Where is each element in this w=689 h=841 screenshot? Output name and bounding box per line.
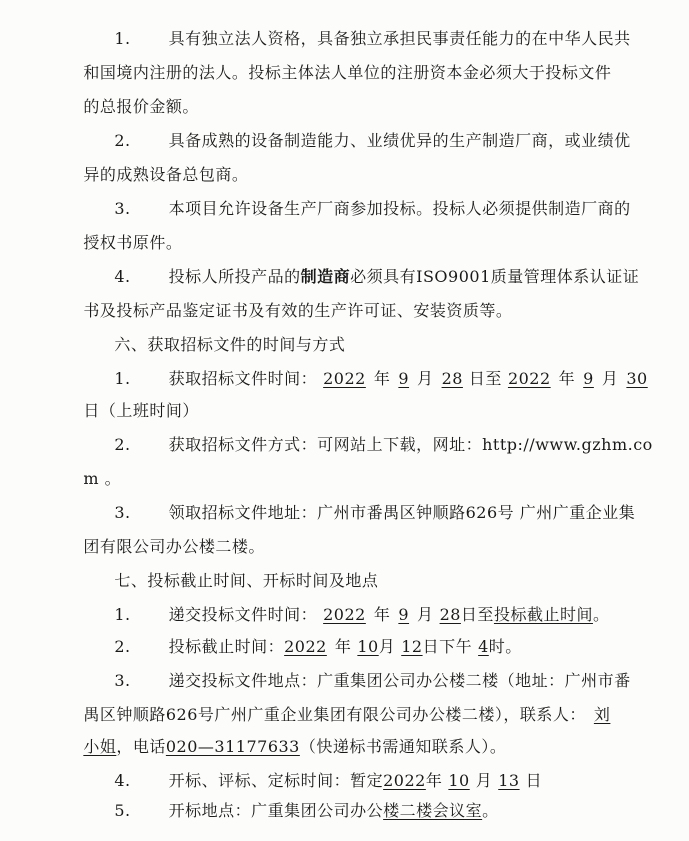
- text-span: 递交投标文件时间：: [168, 605, 318, 624]
- text-span: 月: [601, 369, 619, 388]
- date-day: 28: [441, 369, 463, 388]
- text-span: 日至: [460, 605, 494, 624]
- text-line: [92, 751, 543, 790]
- list-number: 3.: [114, 503, 131, 522]
- date-month: 9: [398, 369, 410, 388]
- text-span: 必须具有ISO9001质量管理体系认证证: [350, 267, 640, 286]
- meeting-room: 楼二楼会议室: [383, 801, 483, 820]
- date-day: 28: [439, 605, 461, 624]
- text-span: 。: [482, 801, 499, 820]
- text-span: m 。: [83, 469, 122, 488]
- text-span: 年: [334, 637, 352, 656]
- text-span: 获取招标文件方式：可网站上下载，网址：http://www.gzhm.co: [168, 435, 653, 454]
- text-span: 年: [425, 771, 443, 790]
- text-span: 投标截止时间：: [168, 637, 285, 656]
- text-line: [92, 247, 640, 286]
- text-span: 年: [558, 369, 576, 388]
- list-number: 4.: [114, 771, 131, 790]
- date-year: 2022: [323, 369, 366, 388]
- contact-name: 刘: [593, 705, 611, 724]
- text-line: [61, 43, 612, 82]
- text-line: [92, 349, 648, 388]
- text-span: 本项目允许设备生产厂商参加投标。投标人必须提供制造厂商的: [168, 199, 631, 218]
- text-span: 月: [417, 369, 434, 388]
- date-day: 13: [498, 771, 520, 790]
- text-span: 和国境内注册的法人。投标主体法人单位的注册资本金必须大于投标文件: [83, 63, 612, 82]
- list-number: 2.: [114, 637, 131, 656]
- date-year: 2022: [383, 771, 426, 790]
- text-span: 禺区钟顺路626号广州广重企业集团有限公司办公楼二楼），联系人：: [83, 705, 586, 724]
- list-number: 4.: [114, 267, 131, 286]
- list-number: 3.: [114, 199, 131, 218]
- date-month: 10: [448, 771, 470, 790]
- text-line: [92, 585, 610, 624]
- list-number: 2.: [114, 131, 131, 150]
- date-year: 2022: [323, 605, 366, 624]
- time-hour: 4: [478, 637, 489, 656]
- text-span: 年: [373, 605, 391, 624]
- text-line: [92, 617, 522, 656]
- text-span: 。: [592, 605, 610, 624]
- list-number: 5.: [114, 801, 131, 820]
- section-title: 七、投标截止时间、开标时间及地点: [114, 571, 379, 590]
- text-line: [61, 717, 507, 756]
- text-span: 日: [525, 771, 543, 790]
- date-month: 9: [583, 369, 594, 388]
- text-span: 月: [417, 605, 434, 624]
- date-month: 10: [357, 637, 379, 656]
- text-line: [61, 685, 611, 724]
- text-span: 日至: [468, 369, 502, 388]
- text-line: [92, 179, 631, 218]
- text-line: [92, 651, 631, 690]
- text-span: （快递标书需通知联系人）。: [299, 737, 507, 756]
- date-month: 9: [398, 605, 410, 624]
- text-line: [61, 213, 183, 252]
- text-span: 异的成熟设备总包商。: [83, 165, 249, 184]
- text-span: 团有限公司办公楼二楼。: [83, 537, 265, 556]
- text-line: [92, 781, 499, 820]
- text-span: 日（上班时间）: [83, 401, 199, 420]
- list-number: 1.: [114, 369, 131, 388]
- text-span: 开标、评标、定标时间：暂定: [168, 771, 384, 790]
- text-line: [92, 111, 631, 150]
- text-line: [61, 281, 513, 320]
- contact-phone: 020—31177633: [165, 737, 300, 756]
- text-span: 投标人所投产品的: [168, 267, 301, 286]
- text-span: 月: [475, 771, 493, 790]
- text-span: 领取招标文件地址：广州市番禺区钟顺路626号 广州广重企业集: [168, 503, 636, 522]
- text-line: [61, 517, 265, 556]
- list-number: 1.: [114, 605, 131, 624]
- section-heading: [92, 551, 379, 590]
- text-span: ，电话: [116, 737, 166, 756]
- text-line: [92, 9, 631, 48]
- contact-name: 小姐: [83, 737, 117, 756]
- list-number: 1.: [114, 29, 131, 48]
- manufacturer-bold: 制造商: [300, 267, 351, 286]
- deadline-link-text: 投标截止时间: [493, 605, 593, 624]
- list-number: 3.: [114, 671, 131, 690]
- text-span: 获取招标文件时间：: [168, 369, 318, 388]
- text-line: [61, 77, 199, 116]
- text-span: 书及投标产品鉴定证书及有效的生产许可证、安装资质等。: [83, 301, 513, 320]
- text-span: 的总报价金额。: [83, 97, 199, 116]
- date-day: 30: [626, 369, 648, 388]
- text-span: 授权书原件。: [83, 233, 183, 252]
- text-span: 月: [378, 637, 396, 656]
- date-day: 12: [401, 637, 423, 656]
- text-line: [61, 145, 249, 184]
- text-line: [92, 483, 636, 522]
- text-line: [92, 415, 653, 454]
- text-line: [61, 449, 122, 488]
- text-span: 开标地点：广重集团公司办公: [168, 801, 384, 820]
- text-line: [61, 381, 199, 420]
- text-span: 日下午: [422, 637, 473, 656]
- text-span: 年: [373, 369, 391, 388]
- section-title: 六、获取招标文件的时间与方式: [114, 335, 346, 354]
- date-year: 2022: [284, 637, 327, 656]
- text-span: 递交投标文件地点：广重集团公司办公楼二楼（地址：广州市番: [168, 671, 631, 690]
- date-year: 2022: [507, 369, 551, 388]
- text-span: 具备成熟的设备制造能力、业绩优异的生产制造厂商，或业绩优: [168, 131, 631, 150]
- section-heading: [92, 315, 346, 354]
- text-span: 具有独立法人资格，具备独立承担民事责任能力的在中华人民共: [168, 29, 631, 48]
- text-span: 时。: [488, 637, 522, 656]
- list-number: 2.: [114, 435, 131, 454]
